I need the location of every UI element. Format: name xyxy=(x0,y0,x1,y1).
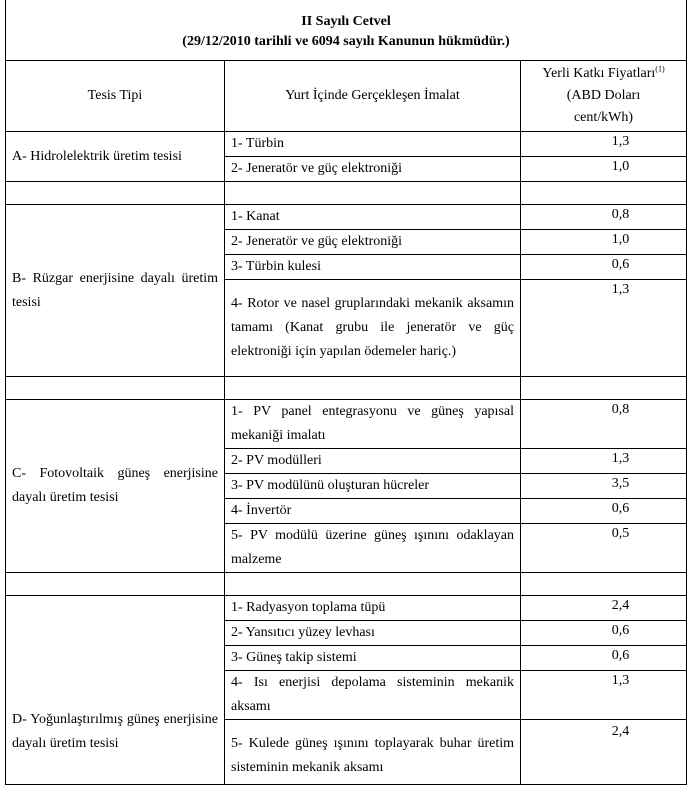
item-text: 1- PV panel entegrasyonu ve güneş yapısal mekaniği imalatı xyxy=(225,400,521,449)
header-price-line1 xyxy=(527,63,680,85)
title-row xyxy=(6,1,687,61)
item-text: 4- Isı enerjisi depolama sisteminin mekanik aksamı xyxy=(225,671,521,720)
item-value: 2,4 xyxy=(521,596,687,621)
separator-cell xyxy=(6,377,225,400)
header-price-text: Yerli Katkı Fiyatları xyxy=(542,66,656,81)
table-title: II Sayılı Cetvel xyxy=(301,14,391,29)
separator-cell xyxy=(521,573,687,596)
item-value: 0,8 xyxy=(521,205,687,230)
cetvel-container xyxy=(5,0,686,785)
item-text: 5- Kulede güneş ışınını toplayarak buhar üretim sisteminin mekanik aksamı xyxy=(225,720,521,785)
separator-cell xyxy=(521,182,687,205)
separator-cell xyxy=(6,182,225,205)
item-text: 4- Rotor ve nasel gruplarındaki mekanik aksamın tamamı (Kanat grubu ile jeneratör ve güç elektroniği için yapılan ödemeler hariç.) xyxy=(225,280,521,377)
table-subtitle: (29/12/2010 tarihli ve 6094 sayılı Kanunun hükmüdür.) xyxy=(182,34,510,49)
separator-row xyxy=(6,573,687,596)
item-value: 1,3 xyxy=(521,449,687,474)
item-text: 2- PV modülleri xyxy=(225,449,521,474)
separator-cell xyxy=(225,573,521,596)
table-row xyxy=(6,205,687,230)
item-text: 2- Jeneratör ve güç elektroniği xyxy=(225,157,521,182)
item-text: 3- Güneş takip sistemi xyxy=(225,646,521,671)
table-row xyxy=(6,596,687,621)
header-price-line3: cent/kWh) xyxy=(573,110,634,125)
group-label-b: B- Rüzgar enerjisine dayalı üretim tesisi xyxy=(6,205,225,377)
item-value: 3,5 xyxy=(521,474,687,499)
separator-cell xyxy=(521,377,687,400)
table-row xyxy=(6,400,687,449)
item-value: 0,6 xyxy=(521,499,687,524)
item-text: 2- Yansıtıcı yüzey levhası xyxy=(225,621,521,646)
item-text: 3- Türbin kulesi xyxy=(225,255,521,280)
cetvel-table xyxy=(5,0,687,785)
item-text: 1- Türbin xyxy=(225,132,521,157)
header-price xyxy=(521,61,687,132)
item-value: 1,3 xyxy=(521,280,687,377)
item-text: 5- PV modülü üzerine güneş ışınını odaklayan malzeme xyxy=(225,524,521,573)
item-value: 0,5 xyxy=(521,524,687,573)
item-text: 1- Kanat xyxy=(225,205,521,230)
separator-cell xyxy=(6,573,225,596)
header-price-footnote: (1) xyxy=(655,64,665,74)
header-row xyxy=(6,61,687,132)
group-label-c: C- Fotovoltaik güneş enerjisine dayalı üretim tesisi xyxy=(6,400,225,573)
group-label-d: D- Yoğunlaştırılmış güneş enerjisine dayalı üretim tesisi xyxy=(6,596,225,785)
table-row xyxy=(6,132,687,157)
title-cell xyxy=(6,1,687,61)
item-value: 1,0 xyxy=(521,230,687,255)
item-text: 2- Jeneratör ve güç elektroniği xyxy=(225,230,521,255)
item-value: 1,0 xyxy=(521,157,687,182)
item-text: 4- İnvertör xyxy=(225,499,521,524)
item-value: 0,6 xyxy=(521,621,687,646)
item-value: 1,3 xyxy=(521,132,687,157)
item-value: 0,6 xyxy=(521,646,687,671)
group-label-a: A- Hidrolelektrik üretim tesisi xyxy=(6,132,225,182)
item-value: 0,6 xyxy=(521,255,687,280)
separator-row xyxy=(6,377,687,400)
item-value: 2,4 xyxy=(521,720,687,785)
item-text: 3- PV modülünü oluşturan hücreler xyxy=(225,474,521,499)
separator-row xyxy=(6,182,687,205)
item-value: 1,3 xyxy=(521,671,687,720)
separator-cell xyxy=(225,377,521,400)
item-text: 1- Radyasyon toplama tüpü xyxy=(225,596,521,621)
item-value: 0,8 xyxy=(521,400,687,449)
header-type: Tesis Tipi xyxy=(6,61,225,132)
header-manufacturing: Yurt İçinde Gerçekleşen İmalat xyxy=(225,61,521,132)
separator-cell xyxy=(225,182,521,205)
header-price-line2: (ABD Doları xyxy=(566,88,641,103)
